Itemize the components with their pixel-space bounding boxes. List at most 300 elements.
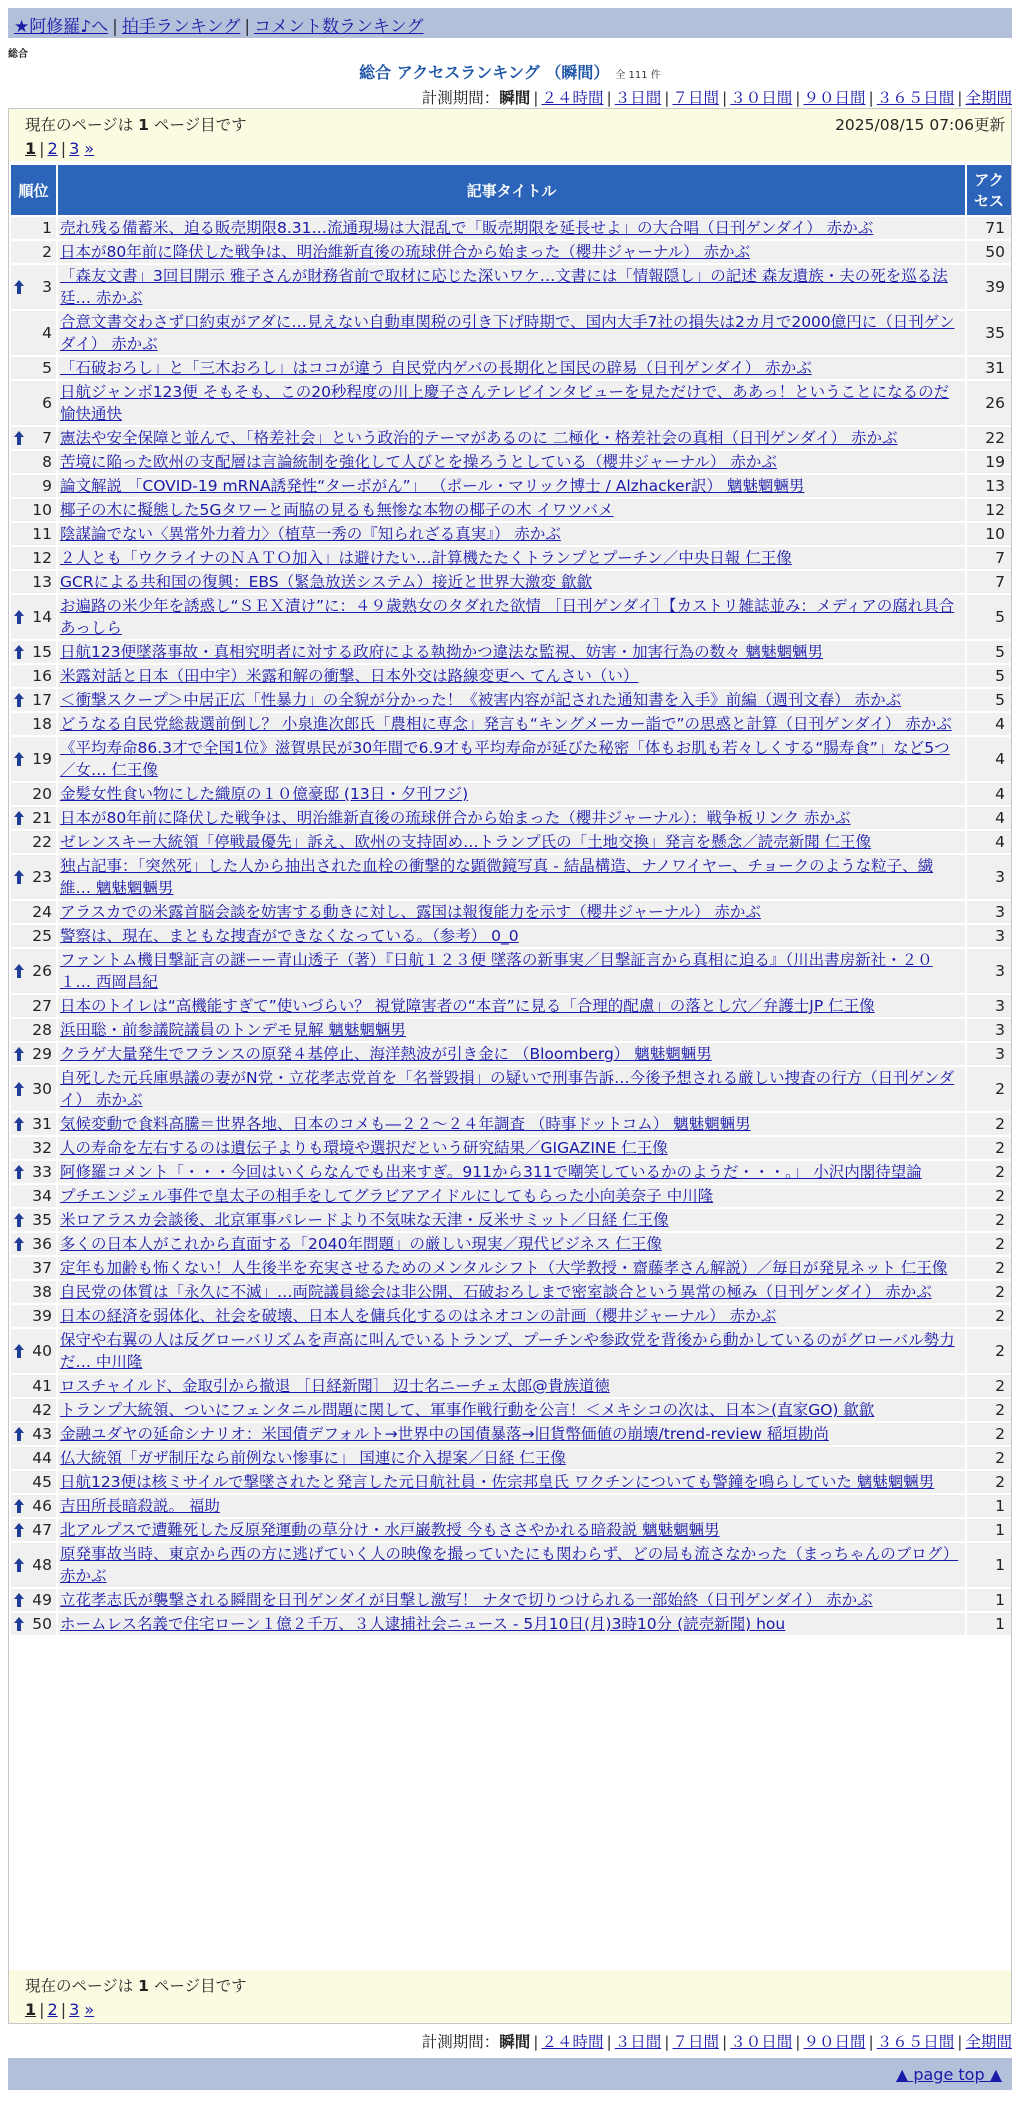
home-link[interactable]: ★阿修羅♪へ <box>14 17 109 37</box>
period-link[interactable]: ９０日間 <box>803 89 866 107</box>
title-cell <box>58 641 965 663</box>
article-link[interactable]: ロスチャイルド、金取引から撤退 ［日経新聞］ 辺士名ニーチェ太郎@貴族道徳 <box>60 1377 610 1395</box>
rank-cell <box>11 571 56 593</box>
access-count: 2 <box>967 1447 1011 1469</box>
access-count: 2 <box>967 1471 1011 1493</box>
table-row <box>11 901 1011 923</box>
access-count: 2 <box>967 1209 1011 1231</box>
rank-number: 2 <box>42 243 52 261</box>
access-count: 4 <box>967 783 1011 805</box>
rank-up-arrow-icon <box>14 645 24 659</box>
access-count: 4 <box>967 737 1011 781</box>
page-top-link[interactable]: ▲ page top ▲ <box>895 2065 1002 2084</box>
rank-number: 11 <box>32 525 52 543</box>
table-row <box>11 1305 1011 1327</box>
period-selector-top <box>422 86 1012 108</box>
article-link[interactable]: 苦境に陥った欧州の支配層は言論統制を強化して人びとを操ろうとしている（櫻井ジャーナル） 赤かぶ <box>60 453 777 471</box>
article-link[interactable]: クラゲ大量発生でフランスの原発４基停止、海洋熱波が引き金に （Bloomberg） 魑魅魍魎男 <box>60 1045 712 1063</box>
title-cell <box>58 547 965 569</box>
access-count: 3 <box>967 949 1011 993</box>
nav-separator: | <box>112 17 118 37</box>
period-separator: | <box>533 89 539 107</box>
period-link[interactable]: ３０日間 <box>730 89 793 107</box>
access-count: 3 <box>967 855 1011 899</box>
period-separator: | <box>722 2033 728 2051</box>
table-row <box>11 595 1011 639</box>
table-row <box>11 995 1011 1017</box>
article-link[interactable]: プチエンジェル事件で皇太子の相手をしてグラビアアイドルにしてもらった小向美奈子 中川隆 <box>60 1187 714 1205</box>
title-cell <box>58 713 965 735</box>
rank-up-arrow-icon <box>14 1047 24 1061</box>
article-link[interactable]: トランプ大統領、ついにフェンタニル問題に関して、軍事作戦行動を公言！＜メキシコの次は、日本＞(直家GO) 歙歙 <box>60 1401 875 1419</box>
title-cell <box>58 571 965 593</box>
rank-up-arrow-icon <box>14 693 24 707</box>
title-cell <box>58 1209 965 1231</box>
title-cell <box>58 1257 965 1279</box>
access-count: 5 <box>967 641 1011 663</box>
access-count: 5 <box>967 665 1011 687</box>
article-link[interactable]: 立花孝志氏が襲撃される瞬間を日刊ゲンダイが目撃し激写！ ナタで切りつけられる一部始終（日刊ゲンダイ） 赤かぶ <box>60 1591 873 1609</box>
rank-up-arrow-icon <box>14 1593 24 1607</box>
pager-top <box>9 109 1011 161</box>
rank-number: 25 <box>32 927 52 945</box>
article-link[interactable]: 「石破おろし」と「三木おろし」はココが違う 自民党内ゲバの長期化と国民の辟易（日刊ゲンダイ） 赤かぶ <box>60 359 812 377</box>
rank-up-arrow-icon <box>14 431 24 445</box>
title-cell <box>58 901 965 923</box>
title-cell <box>58 523 965 545</box>
article-link[interactable]: 原発事故当時、東京から西の方に逃げていく人の映像を撮っていたにも関わらず、どの局も流さなかった（まっちゃんのブログ） 赤かぶ <box>60 1545 959 1585</box>
period-link[interactable]: ３日間 <box>614 2033 662 2051</box>
article-link[interactable]: 金融ユダヤの延命シナリオ：米国債デフォルト→世界中の国債暴落→旧貨幣価値の崩壊/trend-review 稲垣勘尚 <box>60 1425 829 1443</box>
title-cell <box>58 807 965 829</box>
title-cell <box>58 737 965 781</box>
table-row <box>11 571 1011 593</box>
ranking-rows <box>11 217 1011 1635</box>
period-separator: | <box>795 2033 801 2051</box>
title-cell <box>58 1519 965 1541</box>
article-link[interactable]: 北アルプスで遭難死した反原発運動の草分け・水戸巌教授 今もささやかれる暗殺説 魑魅魍魎男 <box>60 1521 720 1539</box>
rank-number: 41 <box>32 1377 52 1395</box>
rank-number: 29 <box>32 1045 52 1063</box>
table-row <box>11 217 1011 239</box>
access-count: 10 <box>967 523 1011 545</box>
period-link[interactable]: ７日間 <box>672 2033 719 2051</box>
period-selector-bottom <box>422 2030 1012 2052</box>
rank-number: 19 <box>32 750 52 768</box>
rank-cell <box>11 1281 56 1303</box>
access-count: 2 <box>967 1067 1011 1111</box>
table-row <box>11 1471 1011 1493</box>
rank-up-arrow-icon <box>14 752 24 766</box>
rank-cell <box>11 1233 56 1255</box>
table-header-row <box>11 165 1011 215</box>
rank-cell <box>11 311 56 355</box>
article-link[interactable]: アラスカでの米露首脳会談を妨害する動きに対し、露国は報復能力を示す（櫻井ジャーナル） 赤かぶ <box>60 903 761 921</box>
access-count: 1 <box>967 1495 1011 1517</box>
rank-cell <box>11 475 56 497</box>
article-link[interactable]: 椰子の木に擬態した5Gタワーと両脇の見るも無惨な本物の椰子の木 イワツバメ <box>60 501 614 519</box>
article-link[interactable]: 日航ジャンボ123便 そもそも、この20秒程度の川上慶子さんテレビインタビューを見ただけで、ああっ！ということになるのだ 愉快通快 <box>60 383 950 423</box>
rank-number: 50 <box>32 1615 52 1633</box>
period-label: 計測期間： <box>421 2033 500 2051</box>
access-count: 1 <box>967 1543 1011 1587</box>
article-link[interactable]: 憲法や安全保障と並んで、「格差社会」という政治的テーマがあるのに 二極化・格差社会の真相（日刊ゲンダイ） 赤かぶ <box>60 429 898 447</box>
rank-cell <box>11 641 56 663</box>
title-cell <box>58 1305 965 1327</box>
table-row <box>11 1209 1011 1231</box>
title-cell <box>58 1281 965 1303</box>
table-row <box>11 265 1011 309</box>
article-link[interactable]: 《平均寿命86.3才で全国1位》滋賀県民が30年間で6.9才も平均寿命が延びた秘密「体もお肌も若々しくする“腸寿食”」など5つ／女… 仁王像 <box>60 739 950 779</box>
access-count: 2 <box>967 1281 1011 1303</box>
pager-separator: | <box>60 2000 67 2019</box>
table-row <box>11 925 1011 947</box>
article-link[interactable]: 保守や右翼の人は反グローバリズムを声高に叫んでいるトランプ、プーチンや参政党を背後から動かしているのがグローバル勢力だ… 中川隆 <box>60 1331 955 1371</box>
rank-up-arrow-icon <box>14 1499 24 1513</box>
article-link[interactable]: 陰謀論でない〈異常外力着力〉（植草一秀の『知られざる真実』） 赤かぶ <box>60 525 561 543</box>
period-link[interactable]: ２４時間 <box>541 2033 604 2051</box>
rank-number: 33 <box>32 1163 52 1181</box>
rank-number: 10 <box>32 501 52 519</box>
title-cell <box>58 1329 965 1373</box>
article-link[interactable]: 日本の経済を弱体化、社会を破壊、日本人を傭兵化するのはネオコンの計画（櫻井ジャーナル） 赤かぶ <box>60 1307 777 1325</box>
article-link[interactable]: ホームレス名義で住宅ローン１億２千万、３人逮捕社会ニュース - 5月10日(月)3時10分 (読売新聞) hou <box>60 1615 786 1633</box>
rank-cell <box>11 1305 56 1327</box>
table-row <box>11 1043 1011 1065</box>
rank-cell <box>11 381 56 425</box>
pager-page-2[interactable]: 2 <box>47 2000 58 2019</box>
article-link[interactable]: 金髪女性食い物にした織原の１０億豪邸 (13日・夕刊フジ) <box>60 785 469 803</box>
table-row <box>11 1257 1011 1279</box>
title-cell <box>58 217 965 239</box>
pager-page-3[interactable]: 3 <box>69 139 80 158</box>
article-link[interactable]: ＜衝撃スクープ＞中居正広「性暴力」の全貌が分かった！《被害内容が記された通知書を入手》前編（週刊文春） 赤かぶ <box>60 691 902 709</box>
rank-number: 38 <box>32 1283 52 1301</box>
article-link[interactable]: 阿修羅コメント「・・・今回はいくらなんでも出来すぎ。911から311で嘲笑しているかのようだ・・・。」 小沢内閣待望論 <box>60 1163 922 1181</box>
article-link[interactable]: どうなる自民党総裁選前倒し？ 小泉進次郎氏「農相に専念」発言も“キングメーカー詣で”の思惑と計算（日刊ゲンダイ） 赤かぶ <box>60 715 952 733</box>
access-count: 5 <box>967 595 1011 639</box>
access-count: 2 <box>967 1137 1011 1159</box>
pager-prefix: 現在のページは <box>25 1977 134 1995</box>
rank-cell <box>11 1399 56 1421</box>
article-link[interactable]: 仏大統領「ガザ制圧なら前例ない惨事に」 国連に介入提案／日経 仁王像 <box>60 1449 566 1467</box>
pager-next-link[interactable]: » <box>84 2000 95 2019</box>
rank-cell <box>11 523 56 545</box>
rank-number: 28 <box>32 1021 52 1039</box>
rank-cell <box>11 713 56 735</box>
access-count: 4 <box>967 713 1011 735</box>
table-row <box>11 1233 1011 1255</box>
table-row <box>11 949 1011 993</box>
pager-next-link[interactable]: » <box>84 139 95 158</box>
access-count: 2 <box>967 1375 1011 1397</box>
article-link[interactable]: 自民党の体質は「永久に不滅」…両院議員総会は非公開、石破おろしまで密室談合という異常の極み（日刊ゲンダイ） 赤かぶ <box>60 1283 932 1301</box>
pager-links-top <box>25 139 995 158</box>
rank-number: 44 <box>32 1449 52 1467</box>
rank-cell <box>11 427 56 449</box>
period-separator: | <box>606 89 612 107</box>
title-cell <box>58 855 965 899</box>
title-cell <box>58 1423 965 1445</box>
title-cell <box>58 1161 965 1183</box>
rank-cell <box>11 831 56 853</box>
access-count: 2 <box>967 1399 1011 1421</box>
title-cell <box>58 265 965 309</box>
access-count: 39 <box>967 265 1011 309</box>
rank-cell <box>11 499 56 521</box>
table-row <box>11 1019 1011 1041</box>
period-link[interactable]: ３６５日間 <box>876 2033 955 2051</box>
access-count: 12 <box>967 499 1011 521</box>
title-cell <box>58 381 965 425</box>
access-count: 3 <box>967 1019 1011 1041</box>
article-link[interactable]: 合意文書交わさず口約束がアダに…見えない自動車関税の引き下げ時期で、国内大手7社の損失は2カ月で2000億円に（日刊ゲンダイ） 赤かぶ <box>60 313 955 353</box>
access-count: 2 <box>967 1233 1011 1255</box>
title-cell <box>58 451 965 473</box>
table-row <box>11 783 1011 805</box>
access-count: 2 <box>967 1257 1011 1279</box>
rank-cell <box>11 995 56 1017</box>
access-count: 3 <box>967 901 1011 923</box>
pager-page-1: 1 <box>25 139 37 158</box>
access-count: 19 <box>967 451 1011 473</box>
title-cell <box>58 595 965 639</box>
period-link[interactable]: 全期間 <box>965 89 1012 107</box>
article-link[interactable]: 多くの日本人がこれから直面する「2040年問題」の厳しい現実／現代ビジネス 仁王像 <box>60 1235 662 1253</box>
rank-cell <box>11 1067 56 1111</box>
title-cell <box>58 1471 965 1493</box>
article-link[interactable]: 日航123便は核ミサイルで撃墜されたと発言した元日航社員・佐宗邦皇氏 ワクチンについても警鐘を鳴らしていた 魑魅魍魎男 <box>60 1473 935 1491</box>
rank-number: 27 <box>32 997 52 1015</box>
rank-number: 8 <box>42 453 52 471</box>
rank-number: 4 <box>42 324 52 342</box>
rank-cell <box>11 1209 56 1231</box>
rank-number: 43 <box>32 1425 52 1443</box>
rank-cell <box>11 1543 56 1587</box>
rank-number: 6 <box>42 394 52 412</box>
rank-number: 31 <box>32 1115 52 1133</box>
rank-up-arrow-icon <box>14 1117 24 1131</box>
title-cell <box>58 1019 965 1041</box>
updated-timestamp: 2025/08/15 07:06更新 <box>835 116 1005 134</box>
access-count: 35 <box>967 311 1011 355</box>
access-count: 4 <box>967 831 1011 853</box>
period-separator: | <box>868 89 874 107</box>
access-count: 2 <box>967 1113 1011 1135</box>
article-link[interactable]: 人の寿命を左右するのは遺伝子よりも環境や選択だという研究結果／GIGAZINE 仁王像 <box>60 1139 668 1157</box>
rank-up-arrow-icon <box>14 1617 24 1631</box>
title-cell <box>58 689 965 711</box>
rank-up-arrow-icon <box>14 1213 24 1227</box>
period-link[interactable]: ３０日間 <box>730 2033 793 2051</box>
rank-up-arrow-icon <box>14 1558 24 1572</box>
table-row <box>11 1399 1011 1421</box>
rank-number: 46 <box>32 1497 52 1515</box>
article-link[interactable]: 浜田聡・前参議院議員のトンデモ見解 魑魅魍魎男 <box>60 1021 406 1039</box>
period-link[interactable]: ３６５日間 <box>876 89 955 107</box>
rank-cell <box>11 547 56 569</box>
article-link[interactable]: 警察は、現在、まともな捜査ができなくなっている。（参考） 0_0 <box>60 927 519 945</box>
rank-cell <box>11 1519 56 1541</box>
title-cell <box>58 1613 965 1635</box>
article-link[interactable]: 「森友文書」3回目開示 雅子さんが財務省前で取材に応じた深いワケ…文書には「情報隠し」の記述 森友遺族・夫の死を巡る法廷… 赤かぶ <box>60 267 948 307</box>
rank-number: 24 <box>32 903 52 921</box>
pager-separator: | <box>60 139 67 158</box>
article-link[interactable]: お遍路の米少年を誘惑し“ＳＥＸ漬け”に：４９歳熟女のタダれた欲情 ［日刊ゲンダイ］【カストリ雑誌並み：メディアの腐れ具合 あっしら <box>60 597 955 637</box>
title-cell <box>58 1043 965 1065</box>
article-link[interactable]: 日本が80年前に降伏した戦争は、明治維新直後の琉球併合から始まった（櫻井ジャーナル） 赤かぶ <box>60 243 751 261</box>
article-link[interactable]: 売れ残る備蓄米、迫る販売期限8.31…流通現場は大混乱で「販売期限を延長せよ」の大合唱（日刊ゲンダイ） 赤かぶ <box>60 219 874 237</box>
page-title-text: 総合 アクセスランキング （瞬間） <box>359 63 610 82</box>
title-cell <box>58 311 965 355</box>
rank-cell <box>11 357 56 379</box>
title-cell <box>58 995 965 1017</box>
rank-number: 42 <box>32 1401 52 1419</box>
rank-number: 1 <box>42 219 52 237</box>
rank-number: 48 <box>32 1556 52 1574</box>
access-count: 3 <box>967 995 1011 1017</box>
article-link[interactable]: 独占記事：「突然死」した人から抽出された血栓の衝撃的な顕微鏡写真 - 結晶構造、ナノワイヤー、チョークのような粒子、繊維… 魑魅魍魎男 <box>60 857 934 897</box>
table-row <box>11 523 1011 545</box>
rank-cell <box>11 1019 56 1041</box>
article-link[interactable]: ２人とも「ウクライナのＮＡＴＯ加入」は避けたい…計算機たたくトランプとプーチン／中央日報 仁王像 <box>60 549 792 567</box>
title-cell <box>58 1185 965 1207</box>
period-separator: | <box>795 89 801 107</box>
article-link[interactable]: 論文解説 「COVID-19 mRNA誘発性“ターボがん”」 （ポール・マリック博士 / Alzhacker訳） 魑魅魍魎男 <box>60 477 805 495</box>
table-row <box>11 1613 1011 1635</box>
article-link[interactable]: 日航123便墜落事故・真相究明者に対する政府による執拗かつ違法な監視、妨害・加害行為の数々 魑魅魍魎男 <box>60 643 824 661</box>
table-row <box>11 1137 1011 1159</box>
pager-suffix: ページ目です <box>153 1977 247 1995</box>
table-row <box>11 1519 1011 1541</box>
rank-up-arrow-icon <box>14 811 24 825</box>
period-link[interactable]: ９０日間 <box>803 2033 866 2051</box>
article-link[interactable]: 定年も加齢も怖くない！人生後半を充実させるためのメンタルシフト（大学教授・齋藤孝さん解説）／毎日が発見ネット 仁王像 <box>60 1259 948 1277</box>
table-row <box>11 1113 1011 1135</box>
period-separator: | <box>664 2033 670 2051</box>
rank-cell <box>11 1589 56 1611</box>
rank-cell <box>11 217 56 239</box>
title-cell <box>58 1113 965 1135</box>
rank-cell <box>11 1185 56 1207</box>
rank-cell <box>11 925 56 947</box>
period-link[interactable]: ３日間 <box>614 89 662 107</box>
title-cell <box>58 427 965 449</box>
access-count: 2 <box>967 1161 1011 1183</box>
page-title <box>0 60 1020 83</box>
current-page-text <box>25 1974 995 1996</box>
rank-number: 16 <box>32 667 52 685</box>
access-count: 1 <box>967 1519 1011 1541</box>
period-link[interactable]: 全期間 <box>965 2033 1012 2051</box>
rank-cell <box>11 737 56 781</box>
pager-bottom <box>9 1970 1011 2023</box>
title-cell <box>58 241 965 263</box>
rank-cell <box>11 1043 56 1065</box>
rank-up-arrow-icon <box>14 1237 24 1251</box>
applause-ranking-link[interactable]: 拍手ランキング <box>121 17 241 37</box>
table-row <box>11 1067 1011 1111</box>
period-separator: | <box>606 2033 612 2051</box>
article-link[interactable]: 米ロアラスカ会談後、北京軍事パレードより不気味な天津・反米サミット／日経 仁王像 <box>60 1211 669 1229</box>
rank-number: 26 <box>32 962 52 980</box>
title-cell <box>58 925 965 947</box>
bottom-bar <box>8 2058 1012 2090</box>
rank-cell <box>11 1329 56 1373</box>
table-row <box>11 1329 1011 1373</box>
rank-cell <box>11 855 56 899</box>
rank-number: 5 <box>42 359 52 377</box>
table-row <box>11 1185 1011 1207</box>
title-cell <box>58 1233 965 1255</box>
period-label: 計測期間： <box>421 89 500 107</box>
comment-ranking-link[interactable]: コメント数ランキング <box>254 17 424 37</box>
table-row <box>11 1161 1011 1183</box>
rank-number: 12 <box>32 549 52 567</box>
rank-number: 23 <box>32 868 52 886</box>
rank-number: 37 <box>32 1259 52 1277</box>
article-link[interactable]: 日本が80年前に降伏した戦争は、明治維新直後の琉球併合から始まった（櫻井ジャーナル）：戦争板リンク 赤かぶ <box>60 809 851 827</box>
table-row <box>11 641 1011 663</box>
table-row <box>11 241 1011 263</box>
article-link[interactable]: 日本のトイレは“高機能すぎて”使いづらい？ 視覚障害者の“本音”に見る「合理的配慮」の落とし穴／弁護士JP 仁王像 <box>60 997 875 1015</box>
title-cell <box>58 1589 965 1611</box>
article-link[interactable]: 米露対話と日本（田中宇）米露和解の衝撃、日本外交は路線変更へ てんさい（い） <box>60 667 639 685</box>
rank-cell <box>11 1375 56 1397</box>
period-separator: | <box>957 2033 963 2051</box>
rank-cell <box>11 265 56 309</box>
pager-suffix: ページ目です <box>153 116 247 134</box>
table-row <box>11 1281 1011 1303</box>
pager-page-1: 1 <box>25 2000 37 2019</box>
rank-cell <box>11 1447 56 1469</box>
title-cell <box>58 1543 965 1587</box>
article-link[interactable]: ファントム機目撃証言の謎ーー青山透子（著）『日航１２３便 墜落の新事実／目撃証言から真相に迫る』（川出書房新社・２０１… 西岡昌紀 <box>60 951 933 991</box>
table-row <box>11 737 1011 781</box>
table-row <box>11 1543 1011 1587</box>
title-cell <box>58 1399 965 1421</box>
rank-cell <box>11 451 56 473</box>
rank-cell <box>11 665 56 687</box>
pager-page-2[interactable]: 2 <box>47 139 58 158</box>
access-count: 22 <box>967 427 1011 449</box>
nav-separator: | <box>244 17 251 37</box>
article-link[interactable]: 気候変動で食料高騰＝世界各地、日本のコメも―２２～２４年調査 （時事ドットコム） 魑魅魍魎男 <box>60 1115 751 1133</box>
top-nav-bar <box>8 8 1012 38</box>
article-link[interactable]: 自死した元兵庫県議の妻がN党・立花孝志党首を「名誉毀損」の疑いで刑事告訴…今後予想される厳しい捜査の行方（日刊ゲンダイ） 赤かぶ <box>60 1069 955 1109</box>
access-count: 2 <box>967 1423 1011 1445</box>
access-count: 3 <box>967 1043 1011 1065</box>
rank-number: 21 <box>32 809 52 827</box>
rank-up-arrow-icon <box>14 1165 24 1179</box>
rank-number: 7 <box>42 429 52 447</box>
rank-number: 3 <box>42 278 52 296</box>
article-link[interactable]: GCRによる共和国の復興：EBS（緊急放送システム）接近と世界大激変 歙歙 <box>60 573 592 591</box>
period-current: 瞬間 <box>499 2033 531 2051</box>
article-link[interactable]: 吉田所長暗殺説。 福助 <box>60 1497 220 1515</box>
period-link[interactable]: ２４時間 <box>541 89 604 107</box>
rank-up-arrow-icon <box>14 964 24 978</box>
title-cell <box>58 783 965 805</box>
table-row <box>11 451 1011 473</box>
article-link[interactable]: ゼレンスキー大統領「停戦最優先」訴え、欧州の支持固め…トランプ氏の「土地交換」発言を懸念／読売新聞 仁王像 <box>60 833 872 851</box>
pager-page-3[interactable]: 3 <box>69 2000 80 2019</box>
rank-cell <box>11 1495 56 1517</box>
rank-number: 34 <box>32 1187 52 1205</box>
table-row <box>11 1589 1011 1611</box>
title-cell <box>58 499 965 521</box>
period-link[interactable]: ７日間 <box>672 89 719 107</box>
